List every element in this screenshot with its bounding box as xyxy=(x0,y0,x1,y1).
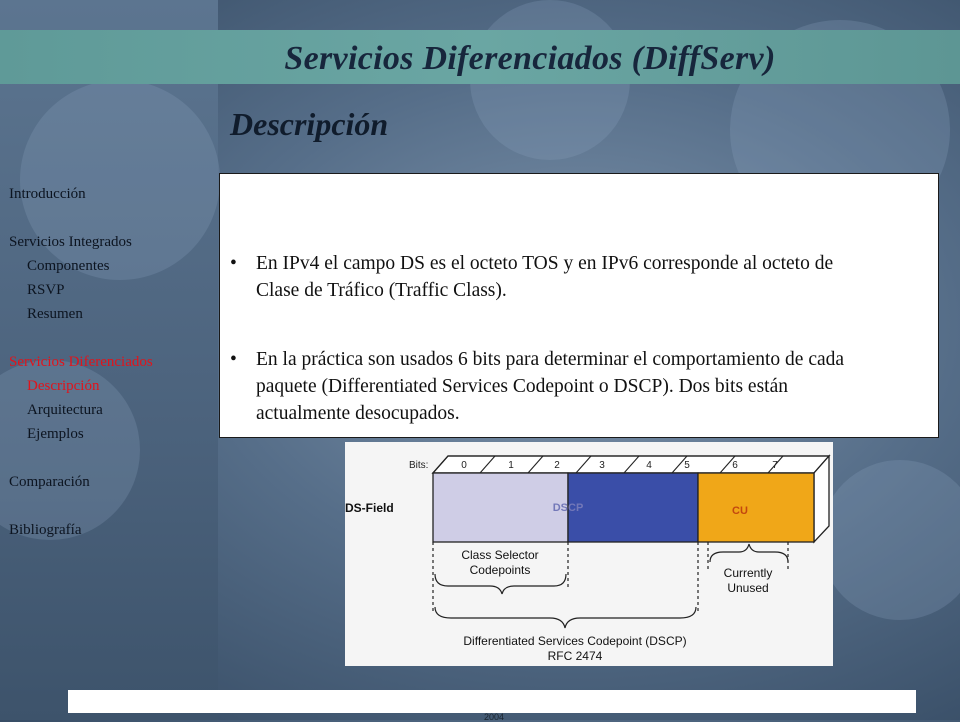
footer-bar xyxy=(68,690,916,713)
nav-item-resumen[interactable]: • Resumen xyxy=(9,306,83,323)
codepoints-label: Codepoints xyxy=(469,563,531,577)
nav-item-servicios-diferenciados[interactable]: Servicios Diferenciados xyxy=(9,354,153,370)
bullet-text: En la práctica son usados 6 bits para determinar el comportamiento de cada paquete (Differentiated Services Codepoint o DSCP). Dos bits están actualmente desocupados. xyxy=(256,349,845,424)
bullet-point xyxy=(230,346,876,427)
bullet-dot-icon: • xyxy=(230,349,237,370)
nav-item-descripcion[interactable]: • Descripción xyxy=(9,378,99,395)
dscp-box xyxy=(568,473,698,542)
decorative-circle xyxy=(820,460,960,620)
class-selector-box xyxy=(433,473,568,542)
ds-field-label: DS-Field xyxy=(345,501,394,515)
class-selector-label: Class Selector xyxy=(461,548,539,562)
nav-item-introduccion[interactable]: Introducción xyxy=(9,186,86,202)
bit-number: 3 xyxy=(599,460,605,471)
bit-number: 6 xyxy=(732,460,738,471)
dscp-caption: Differentiated Services Codepoint (DSCP) xyxy=(463,634,687,648)
nav-item-componentes[interactable]: • Componentes xyxy=(9,258,110,275)
slide-subtitle: Descripción xyxy=(230,106,389,142)
dscp-label: DSCP xyxy=(552,502,584,514)
nav-item-ejemplos[interactable]: • Ejemplos xyxy=(9,426,84,443)
bit-number: 4 xyxy=(646,460,652,471)
footer-text: 2004 xyxy=(484,712,505,722)
cu-label: CU xyxy=(732,505,748,517)
class-selector-brace xyxy=(435,574,566,594)
nav-item-rsvp[interactable]: • RSVP xyxy=(9,282,65,299)
bit-number: 7 xyxy=(772,460,778,471)
bullet-point xyxy=(230,250,876,304)
unused-label: Unused xyxy=(727,581,769,595)
currently-label: Currently xyxy=(723,566,773,580)
bits-label: Bits: xyxy=(409,460,429,471)
unused-brace xyxy=(710,544,788,562)
cu-box xyxy=(698,473,814,542)
nav-item-bibliografia[interactable]: Bibliografía xyxy=(9,522,82,538)
ds-field-diagram xyxy=(345,442,833,666)
bit-number: 1 xyxy=(508,460,514,471)
slide-title: Servicios Diferenciados (DiffServ) xyxy=(284,40,776,77)
ds-field-svg xyxy=(345,442,833,666)
bit-number: 2 xyxy=(554,460,560,471)
nav-item-servicios-integrados[interactable]: Servicios Integrados xyxy=(9,234,132,250)
rfc-label: RFC 2474 xyxy=(547,649,603,663)
bullet-text: En IPv4 el campo DS es el octeto TOS y en IPv6 corresponde al octeto de Clase de Tráfico (Traffic Class). xyxy=(256,253,834,301)
dscp-brace xyxy=(435,607,696,628)
nav-item-comparacion[interactable]: Comparación xyxy=(9,474,90,490)
bit-number: 5 xyxy=(684,460,690,471)
content-box xyxy=(219,173,939,438)
bullet-dot-icon: • xyxy=(230,253,237,274)
bit-number: 0 xyxy=(461,460,467,471)
nav-item-arquitectura[interactable]: • Arquitectura xyxy=(9,402,103,419)
